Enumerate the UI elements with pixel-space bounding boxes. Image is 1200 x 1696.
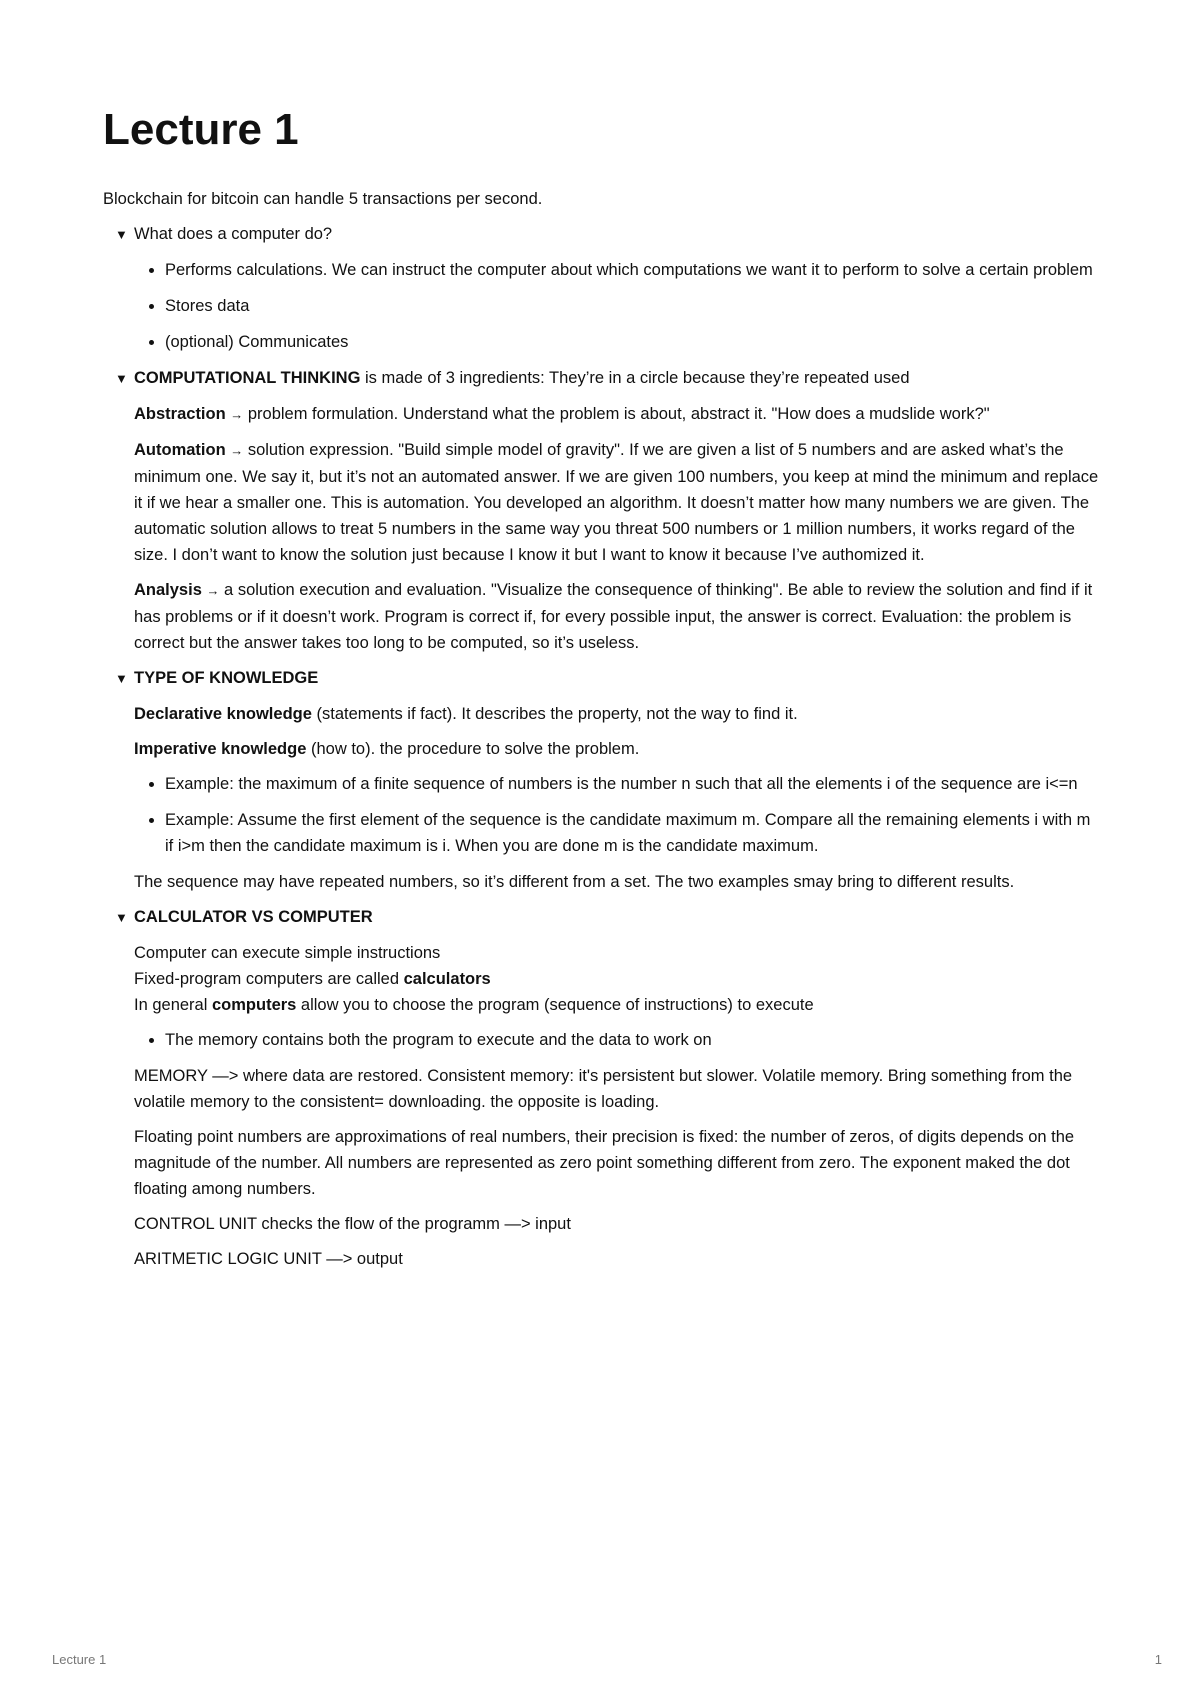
toggle-triangle-icon[interactable]: ▼ — [115, 671, 128, 686]
toggle-header[interactable] — [103, 665, 1103, 692]
knowledge-closing: The sequence may have repeated numbers, so it’s different from a set. The two examples smay bring to different results. — [134, 873, 1015, 891]
toggle-calculator-vs-computer — [103, 904, 1103, 1272]
line-text: In general — [134, 996, 212, 1014]
page-content — [103, 104, 1103, 1281]
toggle-title-rest: is made of 3 ingredients: They’re in a circle because they’re repeated used — [360, 369, 910, 387]
abstraction-paragraph — [134, 401, 1103, 428]
toggle-title — [134, 365, 910, 391]
toggle-title: What does a computer do? — [134, 225, 333, 243]
control-unit-paragraph: CONTROL UNIT checks the flow of the programm —> input — [134, 1215, 571, 1233]
list-item: • Stores data — [165, 293, 1103, 319]
toggle-header[interactable] — [103, 904, 1103, 931]
list-item: • Performs calculations. We can instruct the computer about which computations we want it to perform to solve a certain problem — [165, 257, 1103, 283]
abstraction-text: problem formulation. Understand what the problem is about, abstract it. "How does a mudslide work?" — [243, 405, 990, 423]
automation-label: Automation — [134, 441, 226, 459]
toggle-computational-thinking — [103, 365, 1103, 656]
page-title: Lecture 1 — [103, 105, 299, 154]
abstraction-label: Abstraction — [134, 405, 226, 423]
list-item: • Example: the maximum of a finite sequence of numbers is the number n such that all the elements i of the sequence are i<=n — [165, 771, 1103, 797]
automation-text: solution expression. "Build simple model of gravity". If we are given a list of 5 numbers and are asked what’s the minimum one. We say it, but it’s not an automated answer. If we are given 100 numbers, you keep at mind the minimum and replace it if we hear a smaller one. This is automation. You developed an algorithm. It doesn’t matter how many numbers we are given. The automatic solution allows to treat 5 numbers in the same way you threat 500 numbers or 1 million numbers, it works regard of the size. I don’t want to know the solution just because I know it but I want to know it because I’ve authomized it. — [134, 441, 1099, 564]
toggle-triangle-icon[interactable]: ▼ — [115, 227, 128, 242]
toggle-what-computer-does — [103, 221, 1103, 355]
line-bold: calculators — [403, 970, 491, 988]
line — [134, 966, 1103, 992]
memory-paragraph: MEMORY —> where data are restored. Consistent memory: it's persistent but slower. Volatile memory. Bring something from the volatile memory to the consistent= downloading. the opposite is loading. — [134, 1067, 1073, 1111]
analysis-label: Analysis — [134, 581, 202, 599]
calculator-lines — [134, 940, 1103, 1018]
floating-paragraph: Floating point numbers are approximations of real numbers, their precision is fixed: the number of zeros, of digits depends on the magnitude of the number. All numbers are represented as zero point something different from zero. The exponent maked the dot floating among numbers. — [134, 1128, 1075, 1198]
toggle-body — [134, 701, 1103, 895]
declarative-label: Declarative knowledge — [134, 705, 312, 723]
bullet-list — [103, 257, 1103, 355]
alu-paragraph: ARITMETIC LOGIC UNIT —> output — [134, 1250, 403, 1268]
list-item: • (optional) Communicates — [165, 329, 1103, 355]
toggle-type-of-knowledge — [103, 665, 1103, 895]
toggle-triangle-icon[interactable]: ▼ — [115, 371, 128, 386]
analysis-paragraph — [134, 577, 1103, 656]
line: Computer can execute simple instructions — [134, 944, 441, 962]
list-item: • Example: Assume the first element of the sequence is the candidate maximum m. Compare all the remaining elements i with m if i>m then the candidate maximum is i. When you are done m is the candidate maximum. — [165, 807, 1103, 859]
toggle-title: TYPE OF KNOWLEDGE — [134, 669, 319, 687]
toggle-body — [134, 401, 1103, 656]
automation-paragraph — [134, 437, 1103, 568]
footer-title: Lecture 1 — [52, 1652, 107, 1667]
imperative-label: Imperative knowledge — [134, 740, 307, 758]
imperative-paragraph — [134, 736, 1103, 762]
toggle-triangle-icon[interactable]: ▼ — [115, 910, 128, 925]
examples-list — [134, 771, 1103, 859]
declarative-paragraph — [134, 701, 1103, 727]
arrow-icon: → — [206, 583, 220, 598]
line — [134, 992, 1103, 1018]
imperative-text: (how to). the procedure to solve the problem. — [306, 740, 640, 758]
page-number: 1 — [1154, 1652, 1162, 1667]
toggle-body — [134, 940, 1103, 1272]
toggle-header[interactable] — [103, 221, 1103, 248]
line-text: Fixed-program computers are called — [134, 970, 404, 988]
analysis-text: a solution execution and evaluation. "Visualize the consequence of thinking". Be able to review the solution and find if it has problems or if it doesn’t work. Program is correct if, for every possible input, the answer is correct. Evaluation: the problem is correct but the answer takes too long to be computed, so it’s useless. — [134, 581, 1093, 652]
line-text: allow you to choose the program (sequence of instructions) to execute — [296, 996, 814, 1014]
intro-paragraph: Blockchain for bitcoin can handle 5 transactions per second. — [103, 190, 543, 208]
line-bold: computers — [211, 996, 297, 1014]
arrow-icon: → — [230, 407, 244, 422]
toggle-title-bold: COMPUTATIONAL THINKING — [134, 369, 361, 387]
memory-bullet-list — [134, 1027, 1103, 1053]
toggle-header[interactable] — [103, 365, 1103, 392]
list-item: • The memory contains both the program to execute and the data to work on — [165, 1027, 1103, 1053]
declarative-text: (statements if fact). It describes the property, not the way to find it. — [311, 705, 798, 723]
toggle-title: CALCULATOR VS COMPUTER — [134, 908, 373, 926]
arrow-icon: → — [230, 443, 244, 458]
